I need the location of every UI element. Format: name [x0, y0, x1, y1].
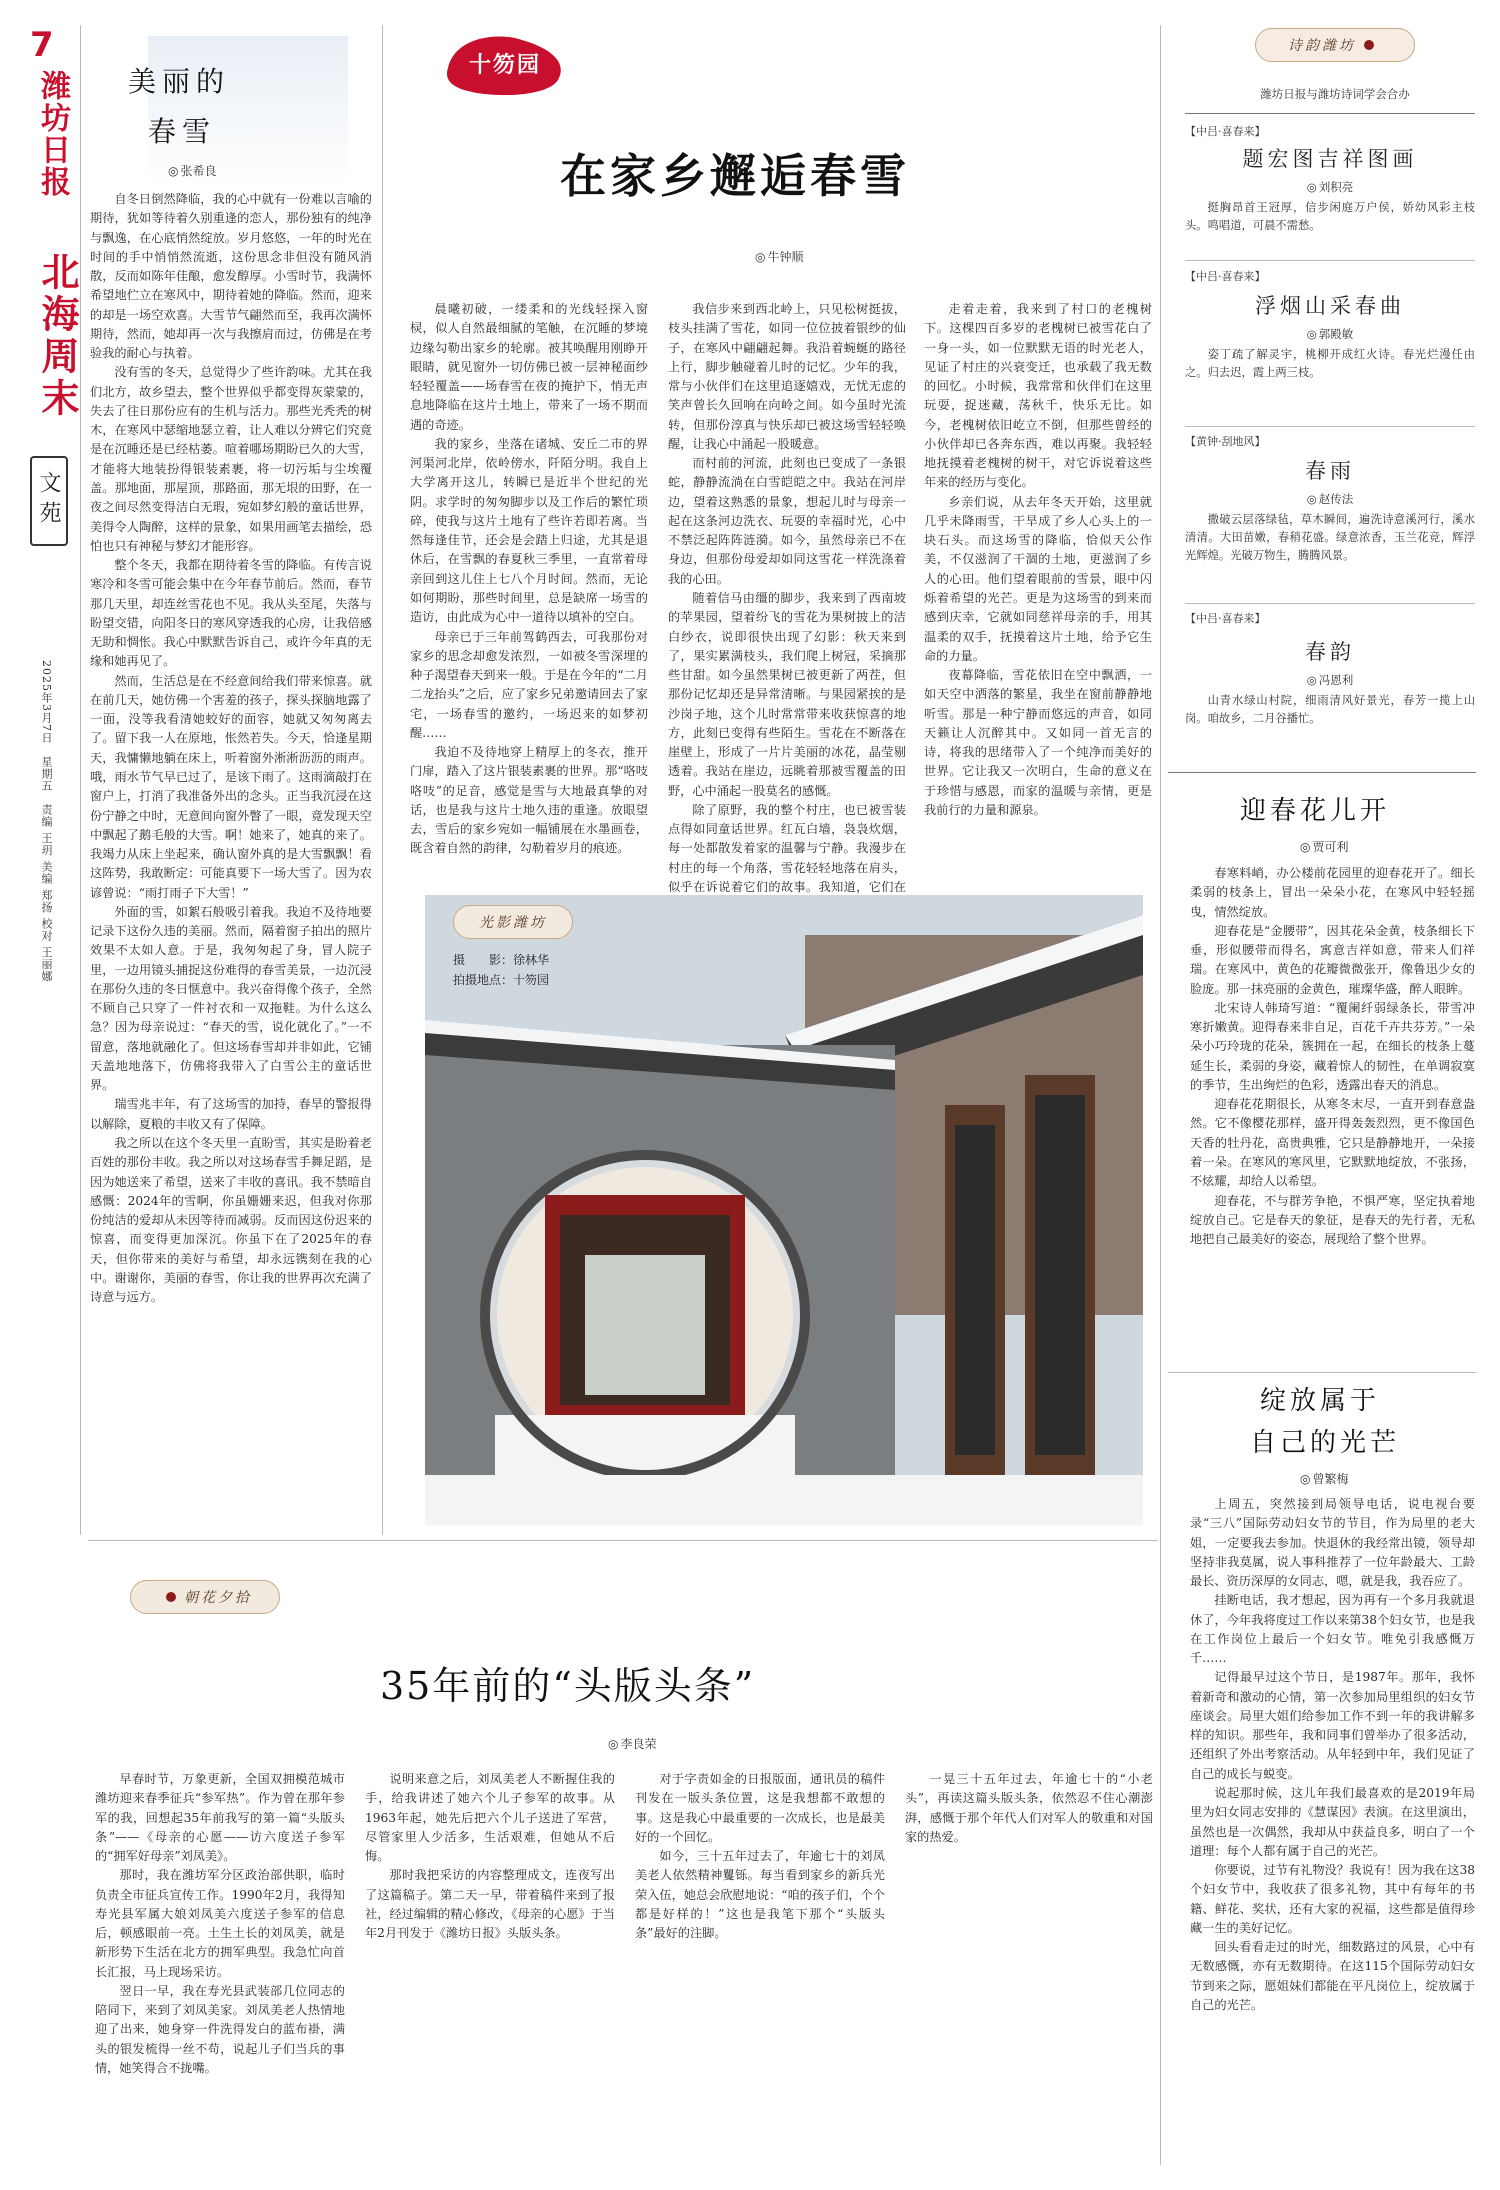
left-article-title-1: 美丽的 [128, 65, 231, 98]
right-b-title-1: 绽放属于 [1260, 1386, 1381, 1416]
paragraph: 那时我把采访的内容整理成文，连夜写出了这篇稿子。第二天一早，带着稿件来到了报社，经过编辑的精心修改，《母亲的心愿》于当年2月刊发于《潍坊日报》头版头条。 [365, 1868, 615, 1941]
paragraph: 走着走着，我来到了村口的老槐树下。这棵四百多岁的老槐树已被雪花白了一身一头，如一位默默无语的时光老人，见证了村庄的兴衰变迁，也承载了我无数的回忆。小时候，我常常和伙伴们在这里玩耍，捉迷藏，荡秋千，快乐无比。如今，老槐树依旧屹立不倒，但那些曾经的小伙伴却已各奔东西，难以再聚。我轻轻地抚摸着老槐树的树干，对它诉说着这些年来的经历与变化。 [924, 302, 1152, 490]
bottom-author: ◎ 李良荣 [608, 1735, 657, 1752]
poem-author: ◎ 刘积亮 [1185, 179, 1475, 195]
paragraph: 随着信马由缰的脚步，我来到了西南坡的苹果园，望着纷飞的雪花为果树披上的洁白纱衣，说即很快出现了幻影：秋天来到了，果实累满枝头，我们爬上树冠，采摘那些甘甜。如今虽然果树已被更新了两茬，但那份记忆却还是异常清晰。与果园紧挨的是沙岗子地，这个儿时常常带来收获惊喜的地方，此刻已变得有些陌生。雪花在不断落在崖壁上，形成了一片片美丽的冰花，晶莹剔透着。我站在崖边，远眺着那被雪覆盖的田野，心中涌起一股莫名的感慨。 [668, 590, 906, 798]
left-article-author: ◎ 张希良 [168, 162, 217, 179]
paragraph: 翌日一早，我在寿光县武装部几位同志的陪同下，来到了刘凤美家。刘凤美老人热情地迎了出来，她身穿一件洗得发白的蓝布褂，满头的银发梳得一丝不苟，说起儿子们当兵的事情，她笑得合不拢嘴。 [95, 1983, 345, 2075]
lead-col-1 [410, 300, 648, 890]
paragraph: 没有雪的冬天，总觉得少了些许韵味。尤其在我们北方，故乡望去，整个世界似乎都变得灰蒙蒙的，失去了往日那份应有的生机与活力。那些光秃秃的树木，在寒风中瑟缩地瑟立着，让人难以分辨它们究竟是在沉睡还是已经枯萎。喧着哪场期盼已久的大雪，才能将大地装扮得银装素裹，将一切污垢与尘埃覆盖。那地面，那屋顶，那路面，那无垠的田野，在一夜之间尽然变得洁白无瑕，宛如梦幻般的童话世界，美得令人陶醉，这样的景象，如果用画笔去描绘，恐怕也只有神秘与梦幻才能形容。 [90, 365, 372, 553]
poem-tag: 【中吕·喜春来】 [1185, 612, 1266, 625]
right-a-body [1190, 864, 1475, 1364]
col-divider [382, 25, 383, 1535]
poem-text: 山青水绿山村院，细雨清风好景光，春芳一揽上山岗。咱故乡，二月谷播忙。 [1185, 694, 1475, 726]
page-number: 7 [30, 25, 54, 65]
right-b-article [1190, 1380, 1475, 2170]
paragraph: 我之所以在这个冬天里一直盼雪，其实是盼着老百姓的那份丰收。我之所以对这场春雪手舞足蹈，是因为她送来了希望，送来了丰收的喜讯。我不禁暗自感慨：2024年的雪啊，你虽姗姗来迟，但我对你那份纯洁的爱却从未因等待而减弱。反而因这份迟来的惊喜，而变得更加深沉。你虽下在了2025年的春天，但你带来的美好与希望，却永远镌刻在我的心中。谢谢你，美丽的春雪，你让我的世界再次充满了诗意与远方。 [90, 1136, 372, 1305]
poem-section [1185, 28, 1475, 768]
poem-title: 春韵 [1305, 640, 1355, 664]
poem-banner-text: 诗韵潍坊 [1288, 38, 1356, 54]
paragraph: 我迫不及待地穿上精厚上的冬衣，推开门扉，踏入了这片银装素裹的世界。那“咯吱咯吱”的足音，感觉是雪与大地最真挚的对话，也是我与这片土地久违的重逢。放眼望去，雪后的家乡宛如一幅铺展在水墨画卷，既含着自然的韵律，勾勒着岁月的痕迹。 [410, 745, 648, 856]
poem-banner [1255, 28, 1415, 62]
paragraph: 整个冬天，我都在期待着冬雪的降临。有传言说寒冷和冬雪可能会集中在今年春节前后。然而，春节那几天里，却连丝雪花也不见。我从头至尾，失落与盼望交错，向阳冬日的寒风穿透我的心房，让我倍感无助和惆怅。我心中默默告诉自己，或许今年真的无缘和她再见了。 [90, 558, 372, 669]
poem-rule [1185, 260, 1475, 261]
poem-item [1185, 610, 1475, 728]
paragraph: 瑞雪兆丰年，有了这场雪的加持，春旱的警报得以解除，夏粮的丰收又有了保障。 [90, 1097, 372, 1131]
poem-rule [1185, 426, 1475, 427]
column-logo-text: 十笏园 [468, 52, 541, 78]
banner-dot [1364, 40, 1374, 50]
banner-dot [166, 1592, 176, 1602]
poem-title: 题宏图吉祥图画 [1242, 147, 1418, 171]
paragraph: 记得最早过这个节日，是1987年。那年，我怀着新奇和激动的心情，第一次参加局里组织的妇女节座谈会。局里大姐们给参加工作不到一年的我讲解多样的知识。那些年，我和同事们曾举办了很多活动，还组织了外出考察活动。从年轻到中年，我们见证了自己的成长与蜕变。 [1190, 1670, 1475, 1781]
lead-title: 在家乡邂逅春雪 [560, 149, 910, 203]
poem-rule [1185, 113, 1475, 114]
editors-text: 责编 王玥 美编 郑扬 校对 王丽娜 [40, 804, 53, 983]
row-divider [88, 1540, 1158, 1541]
paragraph: 晨曦初破，一缕柔和的光线轻探入窗棂，似人自然最细腻的笔触，在沉睡的梦境边缘勾勒出家乡的轮廓。被其唤醒用刚睁开眼睛，就见窗外一切仿佛已被一层神秘面纱轻轻覆盖——场春雪在夜的掩护下，悄无声息地降临在这片土地上，带来了一场不期而遇的奇迹。 [410, 302, 648, 432]
poem-text: 挺胸昂首王冠厚，信步闲庭万户侯，娇幼风彩主枝头。鸣唱道，可晨不需愁。 [1185, 201, 1475, 233]
photo-banner [453, 905, 573, 939]
poem-title: 浮烟山采春曲 [1255, 294, 1405, 318]
poem-rule [1185, 603, 1475, 604]
poem-item [1185, 268, 1475, 382]
col-divider [1160, 25, 1161, 2165]
issue-date [38, 660, 54, 1060]
weekday-text: 星期五 [40, 756, 53, 792]
section-name: 文苑 [30, 456, 68, 546]
poem-item [1185, 123, 1475, 235]
poem-author: ◎ 冯恩利 [1185, 672, 1475, 688]
poem-author: ◎ 郭殿敏 [1185, 326, 1475, 342]
paragraph: 而村前的河流，此刻也已变成了一条银蛇，静静流淌在白雪皑皑之中。我站在河岸边，望着这熟悉的景象，想起儿时与母亲一起在这条河边洗衣、玩耍的幸福时光，心中不禁泛起阵阵涟漪。如今，虽然母亲已不在身边，但那份母爱却如同这雪花一样洗涤着我的心田。 [668, 456, 906, 586]
paragraph: 迎春花花期很长，从寒冬末尽，一直开到春意盎然。它不像樱花那样，盛开得轰轰烈烈，更不像国色天香的牡丹花，高贵典雅，它只是静静地开，一朵接着一朵。在寒风的寒风里，它默默地绽放，不张扬，不炫耀，却给人以希望。 [1190, 1097, 1475, 1189]
left-article-title-2: 春雪 [148, 115, 217, 148]
row-divider [1168, 1372, 1476, 1373]
paragraph: 说起那时候，这儿年我们最喜欢的是2019年局里为妇女同志安排的《慧谋因》表演。在这里演出，虽然也是一次偶然，我却从中获益良多，明白了一个道理：每个人都有属于自己的光芒。 [1190, 1785, 1475, 1858]
lead-col-2 [668, 300, 906, 894]
paragraph: 然而，生活总是在不经意间给我们带来惊喜。就在前几天，她仿佛一个害羞的孩子，探头探脑地露了一面，没等我看清她蛟好的面容，她就又匆匆离去了。留下我一人在原地，怅然若失。今天，恰逢星期天，我慵懒地躺在床上，听着窗外淅淅沥沥的雨声。哦，雨水节气早已过了，是该下雨了。这雨滴敲打在窗户上，打消了我准备外出的念头。正当我沉浸在这份宁静之中时，无意间向窗外瞥了一眼，竟发现天空中飘起了鹅毛般的大雪。啊！她来了，她真的来了。我竭力从床上坐起来，确认窗外真的是大雪飘飘！看这阵势，我敢断定：可能真要下一场大雪了。因为农谚曾说：“雨打雨子下大雪！” [90, 673, 372, 900]
supplement-name: 北海周末 [35, 252, 80, 420]
paragraph: 除了原野，我的整个村庄，也已被雪装点得如同童话世界。红瓦白墙，袅袅炊烟，每一处都散发着家的温馨与宁静。我漫步在村庄的每一个角落，雪花轻轻地落在肩头，似乎在诉说着它们的故事。我知道，它们在 [668, 802, 906, 894]
paragraph: 说明来意之后，刘凤美老人不断握住我的手，给我讲述了她六个儿子参军的故事。从1963年起，她先后把六个儿子送进了军营，尽管家里人少活多，生活艰难，但她从不后悔。 [365, 1772, 615, 1864]
left-article-body [90, 190, 372, 1533]
right-a-author: ◎ 贾可利 [1300, 838, 1349, 855]
paragraph: 春寒料峭，办公楼前花园里的迎春花开了。细长柔弱的枝条上，冒出一朵朵小花，在寒风中轻轻摇曳，情然绽放。 [1190, 866, 1475, 919]
photo-caption [453, 950, 549, 991]
column-logo [440, 30, 570, 100]
row-divider [1168, 772, 1476, 773]
right-a-title: 迎春花儿开 [1240, 796, 1391, 826]
poem-tag: 【中吕·喜春来】 [1185, 270, 1266, 283]
paper-name: 潍坊日报 [35, 70, 70, 198]
bottom-title: 35年前的“头版头条” [380, 1664, 756, 1708]
poem-author: ◎ 赵传法 [1185, 491, 1475, 507]
paragraph: 一晃三十五年过去，年逾七十的“小老头”，再读这篇头版头条，依然忍不住心潮澎湃，感慨于那个年代人们对军人的敬重和对国家的热爱。 [905, 1772, 1153, 1844]
paragraph: 那时，我在潍坊军分区政治部供职，临时负责全市征兵宣传工作。1990年2月，我得知寿光县军属大娘刘凤美六度送子参军的信息后，顿感眼前一亮。土生土长的刘凤美，就是新形势下生活在北方的拥军典型。我急忙向首长汇报，马上现场采访。 [95, 1868, 345, 1979]
paragraph: 自冬日倒然降临，我的心中就有一份难以言喻的期待，犹如等待着久别重逢的恋人，那份独有的纯净与飘逸，在心底悄然绽放。岁月悠悠，一年的时光在时间的手中悄悄然流逝，这份思念非但没有随风消散，反而如陈年佳酿，愈发醇厚。小雪时节，我满怀希望地伫立在寒风中，期待着她的降临。然而，迎来的却是一场空欢喜。大雪节气翩然而至，我再次满怀期待，然而，她却再一次与我擦肩而过，仿佛是在考验我的耐心与执着。 [90, 192, 372, 361]
paragraph: 对于字责如金的日报版面，通讯员的稿件刊发在一版头条位置，这是我想都不敢想的事。这是我心中最重要的一次成长，也是最美好的一个回忆。 [635, 1772, 885, 1844]
photo-place: 拍摄地点：十笏园 [453, 973, 550, 988]
poem-subtitle: 潍坊日报与潍坊诗词学会合办 [1260, 87, 1410, 101]
poem-tag: 【中吕·喜春来】 [1185, 125, 1266, 138]
paragraph: 如今，三十五年过去了，年逾七十的刘凤美老人依然精神矍铄。每当看到家乡的新兵光荣入伍，她总会欣慰地说：“咱的孩子们，个个都是好样的！”这也是我笔下那个“头版头条”最好的注脚。 [635, 1849, 885, 1941]
photo [425, 895, 1143, 1525]
poem-tag: 【黄钟·刮地风】 [1185, 435, 1266, 448]
paragraph: 回头看看走过的时光，细数路过的风景，心中有无数感慨，亦有无数期待。在这115个国际劳动妇女节到来之际，愿姐妹们都能在平凡岗位上，绽放属于自己的光芒。 [1190, 1940, 1475, 2012]
left-article [88, 30, 374, 1535]
paragraph: 夜幕降临，雪花依旧在空中飘洒，一如天空中洒落的繁星，我坐在窗前静静地听雪。那是一种宁静而悠远的声音，如同天籁让人沉醉其中。又如同一首无言的诗，将我的思绪带入了一个纯净而美好的世界。它让我又一次明白，生命的意义在于珍惜与感恩，而家的温暖与亲情，更是我前行的力量和源泉。 [924, 668, 1152, 817]
bottom-col-2 [365, 1770, 615, 2160]
paragraph: 母亲已于三年前驾鹤西去，可我那份对家乡的思念却愈发浓烈，一如被冬雪深埋的种子渴望春天到来一般。于是在今年的“二月二龙抬头”之后，应了家乡兄弟邀请回去了家宅，一场春雪的邀约，一场迟来的如梦初醒…… [410, 629, 648, 740]
lead-col-3 [924, 300, 1152, 890]
photo-banner-text: 光影潍坊 [479, 915, 547, 931]
bottom-col-4 [905, 1770, 1153, 2160]
lead-author: ◎ 牛钟顺 [755, 248, 804, 265]
right-a-article [1190, 780, 1475, 1370]
right-b-author: ◎ 曾繁梅 [1300, 1470, 1349, 1487]
bottom-banner-text: 朝花夕拾 [184, 1590, 252, 1606]
poem-item [1185, 433, 1475, 565]
masthead [30, 25, 80, 748]
bottom-col-1 [95, 1770, 345, 2160]
paragraph: 我的家乡，坐落在诸城、安丘二市的界河渠河北岸，依岭傍水，阡陌分明。我自上大学离开这儿，转瞬已是近半个世纪的光阴。求学时的匆匆脚步以及工作后的繁忙琐碎，使我与这片土地有了些许若即若离。当然每逢佳节，还会是会踏上归途，尤其是退休后，在雪飘的春夏秋三季里，一直常着母亲回到这儿住上七八个月时间。然而，无论如何期盼，那些时间里，总是缺席一场雪的造访，由此成为心中一道待以填补的空白。 [410, 436, 648, 625]
paragraph: 乡亲们说，从去年冬天开始，这里就几乎未降雨雪，干旱成了乡人心头上的一块石头。而这场雪的降临，恰似天公作美，不仅滋润了干涸的土地，更滋润了乡人的心田。他们望着眼前的雪景，眼中闪烁着希望的光芒。更是为这场雪的到来而感到庆幸，它就如同慈祥母亲的手，用其温柔的双手，抚摸着这片土地，给予它生命的力量。 [924, 494, 1152, 663]
bottom-banner [130, 1580, 280, 1614]
paragraph: 我信步来到西北岭上，只见松树挺拔，枝头挂满了雪花，如同一位位披着银纱的仙子，在寒风中翩翩起舞。我沿着蜿蜒的路径上行，脚步触碰着儿时的记忆。少年的我，常与小伙伴们在这里追逐嬉戏，无忧无虑的笑声曾长久回响在向岭之间。如今虽时光流转，但那份淳真与快乐却已被这场雪轻轻唤醒，让我心中涌起一股暖意。 [668, 302, 906, 451]
paragraph: 外面的雪，如絮石般吸引着我。我迫不及待地要记录下这份久违的美丽。然而，隔着窗子拍出的照片效果不太如人意。于是，我匆匆起了身，冒人院子里，一边用镜头捕捉这份难得的春雪美景，一边沉浸在那份久违的冬日惬意中。我兴奋得像个孩子，全然不顾自己只穿了一件衬衣和一双拖鞋。为什么这么急？因为母亲说过：“春天的雪，说化就化了。”一不留意，落地就融化了。但这场春雪却并非如此，它铺天盖地地落下，仿佛将我带入了白雪公主的童话世界。 [90, 904, 372, 1093]
paragraph: 挂断电话，我才想起，因为再有一个多月我就退休了，今年我将度过工作以来第38个妇女节，也是我在工作岗位上最后一个妇女节。唯免引我感慨万千…… [1190, 1593, 1475, 1666]
paragraph: 你要说，过节有礼物没？我说有！因为我在这38个妇女节中，我收获了很多礼物，其中有每年的书籍、鲜花、奖状，还有大家的祝福，这些都是值得珍藏一生的美好记忆。 [1190, 1863, 1475, 1935]
photo-photographer: 摄 影：徐林华 [453, 953, 550, 967]
paragraph: 北宋诗人韩琦写道：“覆阑纤弱绿条长，带雪冲寒折嫩黄。迎得春来非自足，百花千卉共芬芳。”一朵朵小巧玲珑的花朵，簇拥在一起，在细长的枝条上蔓延生长，柔弱的身姿，藏着惊人的韧性，在单调寂寞的季节，生出绚烂的色彩，透露出春天的消息。 [1190, 1000, 1475, 1092]
right-b-body [1190, 1495, 1475, 2165]
paragraph: 上周五，突然接到局领导电话，说电视台要录“三八”国际劳动妇女节的节目，作为局里的老大姐，一定要我去参加。快退休的我经常出镜，领导却坚持非我莫属，说人事科推荐了一位年龄最大、工龄最长、资历深厚的女同志，嗯，就是我，我吞应了。 [1190, 1497, 1475, 1589]
paragraph: 早春时节，万象更新，全国双拥模范城市潍坊迎来春季征兵“参军热”。作为曾在那年参军的我，回想起35年前我写的第一篇“头版头条”——《母亲的心愿——访六度送子参军的“拥军好母亲”刘凤美》。 [95, 1772, 345, 1864]
poem-text: 姿丁疏了解灵宇，桃柳开成红火诗。春光烂漫任由之。归去迟，霞上两三枝。 [1185, 348, 1475, 380]
paragraph: 迎春花是“金腰带”，因其花朵金黄，枝条细长下垂，形似腰带而得名，寓意吉祥如意，带来人们祥瑞。在寒风中，黄色的花瓣微微张开，像鲁迅少女的脸庞。那一抹亮丽的金黄色，璀璨华盛，醉人眼眸。 [1190, 923, 1475, 996]
poem-title: 春雨 [1305, 459, 1355, 483]
paragraph: 迎春花，不与群芳争艳，不惧严寒，坚定执着地绽放自己。它是春天的象征，是春天的先行者，无私地把自己最美好的姿态，展现给了整个世界。 [1190, 1193, 1475, 1247]
strip-divider [80, 25, 81, 1535]
poem-text: 撒破云层落绿毡，草木瞬间，遍洗诗意溪河行，溪水清清。大田苗嫩，春稍花盛。绿意浓香，玉兰花竞，辉浮光辉煌。光破万物生，腾腾风景。 [1185, 513, 1475, 563]
date-text: 2025年3月7日 [40, 660, 53, 744]
bottom-col-3 [635, 1770, 885, 2160]
right-b-title-2: 自己的光芒 [1250, 1428, 1401, 1458]
